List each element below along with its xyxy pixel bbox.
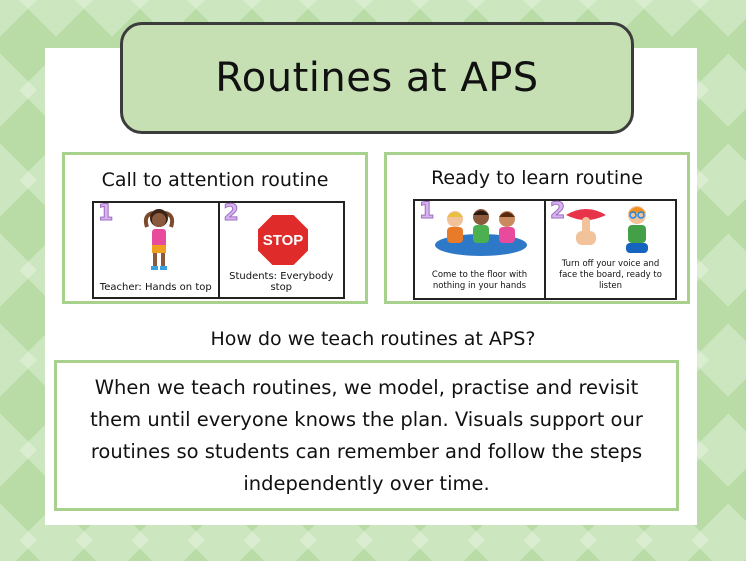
child-facing-board-icon bbox=[620, 203, 654, 259]
step-caption: Turn off your voice and face the board, ready to listen bbox=[559, 259, 662, 291]
step-1 bbox=[415, 201, 544, 298]
girl-hands-on-head-icon bbox=[139, 207, 179, 271]
title-banner bbox=[120, 22, 634, 134]
step-1 bbox=[94, 203, 218, 297]
quiet-finger-on-lips-icon bbox=[564, 207, 608, 247]
step-caption: Come to the floor with nothing in your hands bbox=[431, 270, 528, 291]
step-number: 1 bbox=[419, 199, 435, 224]
question-heading: How do we teach routines at APS? bbox=[210, 328, 536, 350]
routine-card-call-to-attention bbox=[62, 152, 368, 304]
routine-title: Ready to learn routine bbox=[431, 167, 643, 189]
step-number: 2 bbox=[550, 199, 566, 224]
routine-steps bbox=[413, 199, 677, 300]
step-number: 1 bbox=[98, 201, 114, 226]
step-caption: Teacher: Hands on top bbox=[99, 282, 212, 293]
page-title: Routines at APS bbox=[215, 55, 539, 101]
description-text: When we teach routines, we model, practise and revisit them until everyone knows the plan. Visuals support our routines so students can remember and follow the steps independently over time. bbox=[90, 375, 643, 495]
stop-sign-icon bbox=[256, 213, 310, 267]
step-caption: Students: Everybody stop bbox=[229, 271, 334, 293]
description-box bbox=[54, 360, 679, 511]
stop-sign-text: STOP bbox=[262, 232, 303, 249]
children-sitting-on-mat-icon bbox=[433, 205, 529, 257]
step-2 bbox=[544, 201, 675, 298]
routine-card-ready-to-learn bbox=[384, 152, 690, 304]
step-number: 2 bbox=[223, 201, 239, 226]
routine-steps bbox=[92, 201, 345, 299]
step-2 bbox=[218, 203, 344, 297]
routine-title: Call to attention routine bbox=[101, 169, 329, 191]
